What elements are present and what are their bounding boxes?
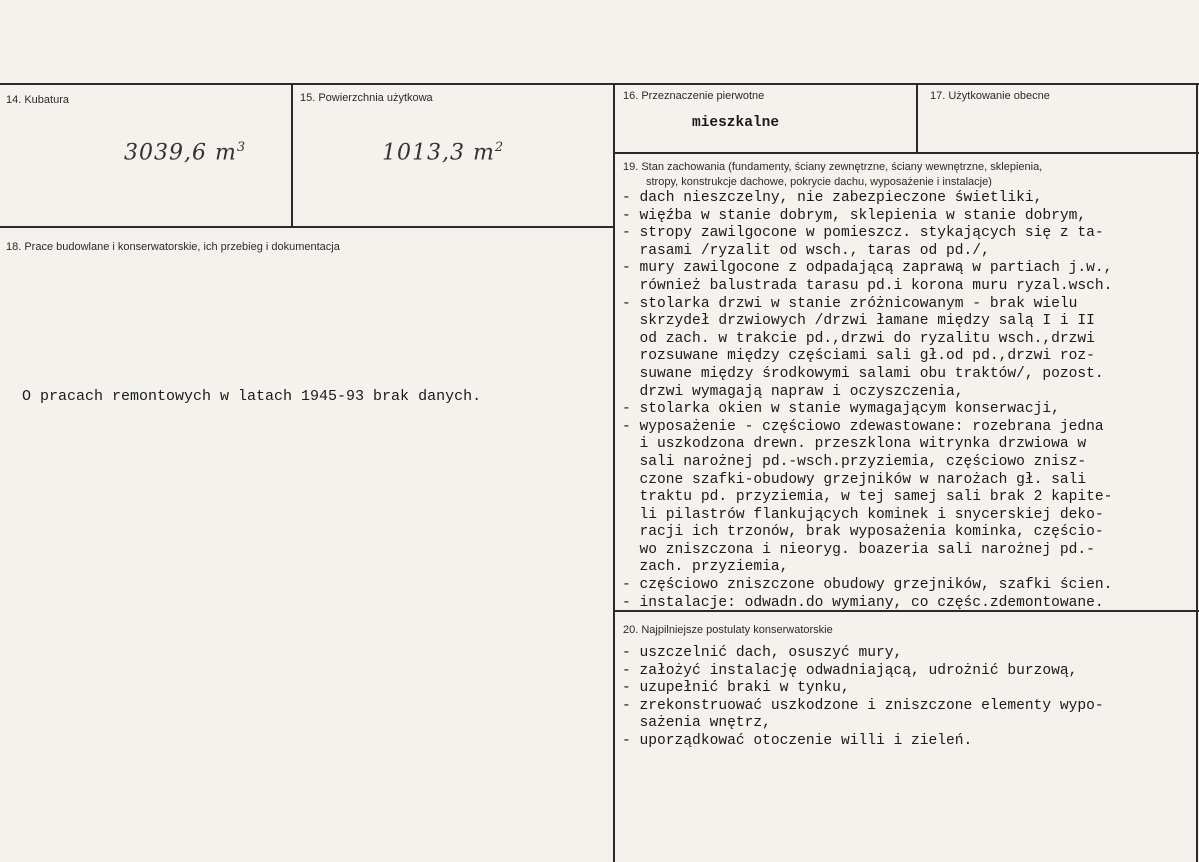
field-15-value — [382, 140, 504, 165]
field-16-label: 16. Przeznaczenie pierwotne — [623, 90, 765, 102]
field-16-value: mieszkalne — [692, 115, 780, 131]
field-18-text: O pracach remontowych w latach 1945-93 brak danych. — [22, 388, 482, 405]
list-item: - wyposażenie - częściowo zdewastowane: rozebrana jedna — [622, 418, 1104, 435]
list-item: - więźba w stanie dobrym, sklepienia w stanie dobrym, — [622, 207, 1087, 224]
list-item: rozsuwane między częściami sali gł.od pd.,drzwi roz- — [622, 348, 1095, 365]
list-item: również balustrada tarasu pd.i korona muru ryzal.wsch. — [622, 277, 1113, 294]
field-19-label — [623, 160, 1042, 190]
field-14-value — [124, 140, 246, 165]
list-item: - stolarka okien w stanie wymagającym konserwacji, — [622, 401, 1060, 418]
list-item: li pilastrów flankujących kominek i snycerskiej deko- — [622, 506, 1104, 523]
list-item: - założyć instalację odwadniającą, udrożnić burzową, — [622, 662, 1078, 679]
list-item: sali narożnej pd.-wsch.przyziemia, częściowo znisz- — [622, 453, 1087, 470]
top-rule — [0, 83, 1199, 85]
field-18-label: 18. Prace budowlane i konserwatorskie, ich przebieg i dokumentacja — [6, 241, 340, 253]
list-item: - stolarka drzwi w stanie zróżnicowanym - brak wielu — [622, 295, 1078, 312]
list-item: - uzupełnić braki w tynku, — [622, 680, 850, 697]
list-item: i uszkodzona drewn. przeszklona witrynka drzwiowa w — [622, 436, 1087, 453]
field-17-label: 17. Użytkowanie obecne — [930, 90, 1050, 102]
list-item: - stropy zawilgocone w pomieszcz. stykających się z ta- — [622, 225, 1104, 242]
list-item: - instalacje: odwadn.do wymiany, co częśc.zdemontowane. — [622, 594, 1104, 611]
list-item: racji ich trzonów, brak wyposażenia kominka, częścio- — [622, 524, 1104, 541]
kubatura-number: 3039,6 — [124, 140, 207, 166]
field-19-label-line1: 19. Stan zachowania (fundamenty, ściany zewnętrzne, ściany wewnętrzne, sklepienia, — [623, 161, 1043, 173]
list-item: - mury zawilgocone z odpadającą zaprawą w partiach j.w., — [622, 260, 1113, 277]
list-item: - zrekonstruować uszkodzone i zniszczone elementy wypo- — [622, 697, 1104, 714]
list-item: sażenia wnętrz, — [622, 715, 771, 732]
field-19-list — [622, 190, 1112, 612]
list-item: drzwi wymagają napraw i oczyszczenia, — [622, 383, 964, 400]
field-15-label: 15. Powierzchnia użytkowa — [300, 92, 433, 104]
list-item: zach. przyziemia, — [622, 559, 789, 576]
right-edge — [1196, 83, 1198, 862]
area-exponent: 2 — [494, 140, 505, 155]
field-14-label: 14. Kubatura — [6, 94, 69, 106]
list-item: suwane między środkowymi salami obu traktów/, pozost. — [622, 365, 1104, 382]
divider-16-17 — [916, 83, 918, 152]
area-unit: m — [472, 140, 495, 166]
rule-14-15-bottom — [0, 226, 614, 228]
list-item: - częściowo zniszczone obudowy grzejników, szafki ścien. — [622, 577, 1113, 594]
list-item: - uporządkować otoczenie willi i zieleń. — [622, 732, 973, 749]
list-item: czone szafki-obudowy grzejników w narożach gł. sali — [622, 471, 1087, 488]
list-item: - uszczelnić dach, osuszyć mury, — [622, 645, 903, 661]
list-item: skrzydeł drzwiowych /drzwi łamane między salą I i II — [622, 313, 1095, 330]
divider-14-15 — [291, 83, 293, 226]
field-20-label: 20. Najpilniejsze postulaty konserwatorskie — [623, 624, 833, 636]
list-item: - dach nieszczelny, nie zabezpieczone świetliki, — [622, 190, 1043, 206]
field-19-label-line2: stropy, konstrukcje dachowe, pokrycie dachu, wyposażenie i instalacje) — [646, 176, 992, 188]
field-20-list — [622, 645, 1104, 751]
area-number: 1013,3 — [382, 140, 465, 166]
list-item: wo zniszczona i nieoryg. boazeria sali narożnej pd.- — [622, 541, 1095, 558]
list-item: rasami /ryzalit od wsch., taras od pd./, — [622, 242, 990, 259]
divider-main — [613, 83, 615, 862]
rule-16-17-bottom — [614, 152, 1199, 154]
kubatura-unit: m — [214, 140, 237, 166]
kubatura-exponent: 3 — [236, 140, 247, 155]
list-item: od zach. w trakcie pd.,drzwi do ryzalitu wsch.,drzwi — [622, 330, 1095, 347]
list-item: traktu pd. przyziemia, w tej samej sali brak 2 kapite- — [622, 489, 1113, 506]
